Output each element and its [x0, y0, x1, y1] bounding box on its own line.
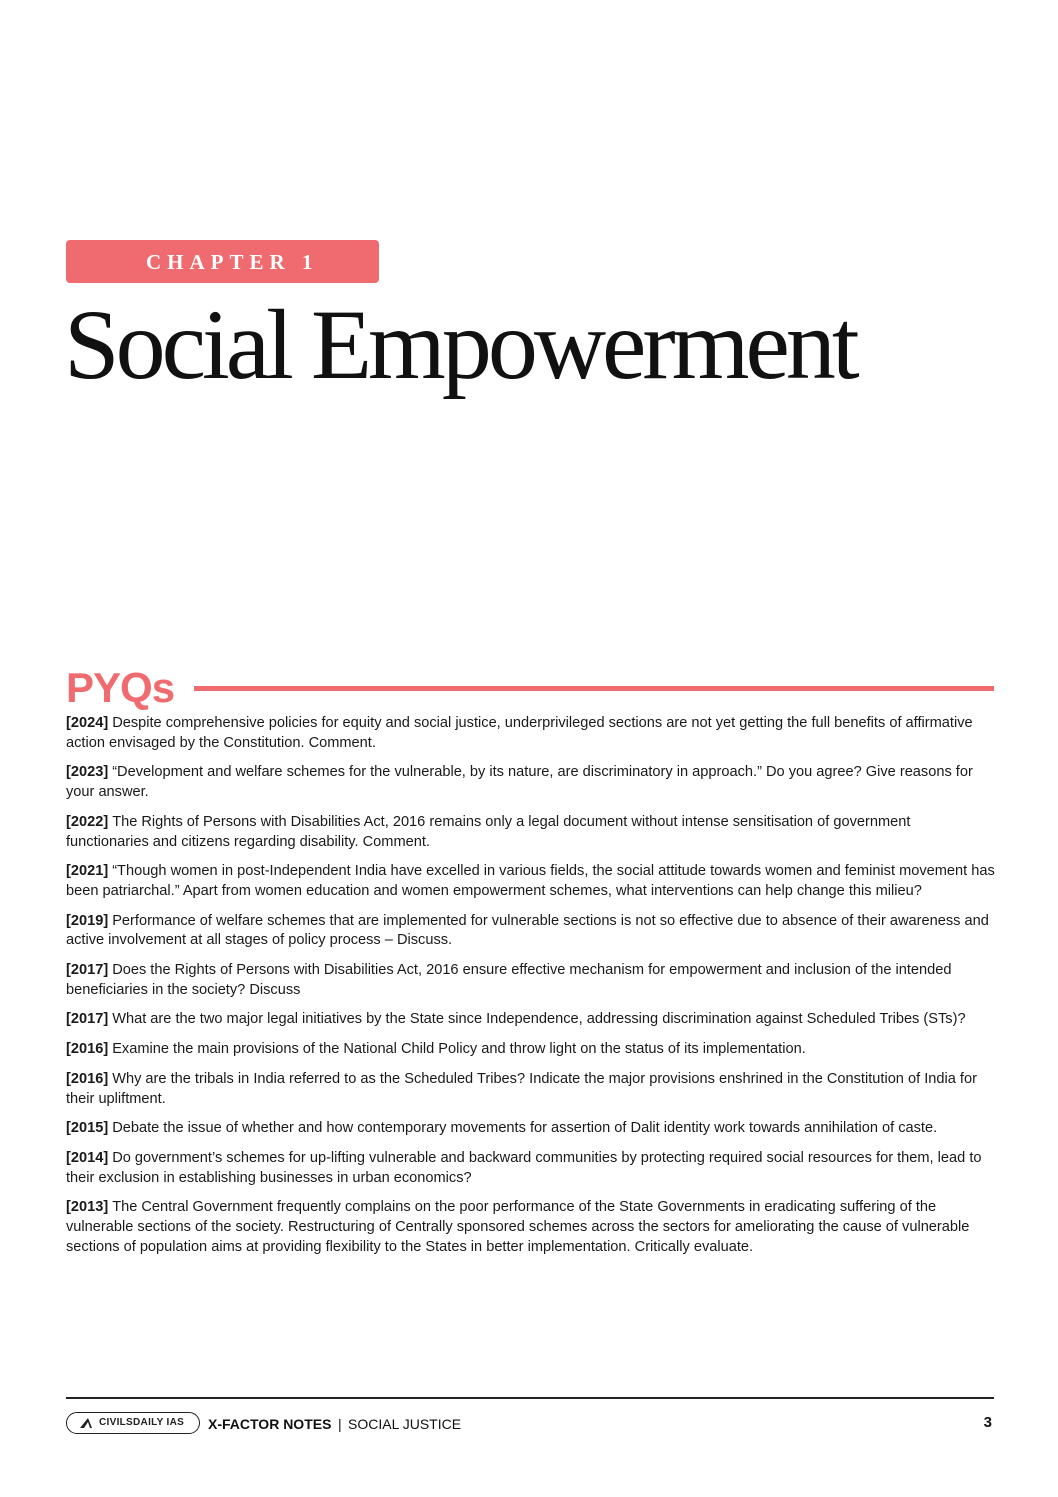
question-year: [2013]: [66, 1199, 109, 1216]
question-list: [66, 714, 996, 1267]
pyq-section-header: [66, 662, 994, 714]
question-year: [2015]: [66, 1120, 109, 1137]
question-item: [66, 1198, 996, 1257]
question-item: [66, 1119, 996, 1139]
question-year: [2019]: [66, 912, 109, 929]
question-text: Do government’s schemes for up-lifting vulnerable and backward communities by protecting required social resources for them, lead to their exclusion in establishing businesses in urban economics?: [66, 1149, 982, 1186]
footer-separator: |: [338, 1416, 342, 1432]
question-year: [2023]: [66, 764, 109, 781]
question-text: Does the Rights of Persons with Disabilities Act, 2016 ensure effective mechanism for empowerment and inclusion of the intended beneficiaries in the society? Discuss: [66, 962, 952, 998]
page-footer: [66, 1412, 994, 1438]
logo-mark-icon: [79, 1416, 93, 1430]
pyq-heading: PYQs: [66, 664, 175, 711]
pyq-divider: [194, 686, 994, 691]
question-text: Why are the tribals in India referred to as the Scheduled Tribes? Indicate the major provisions enshrined in the Constitution of India for their upliftment.: [66, 1070, 977, 1107]
question-text: The Rights of Persons with Disabilities Act, 2016 remains only a legal document without intense sensitisation of government functionaries and citizens regarding disability. Comment.: [66, 813, 911, 850]
question-item: [66, 1040, 996, 1060]
question-item: [66, 1010, 996, 1030]
question-year: [2017]: [66, 962, 109, 979]
question-year: [2024]: [66, 715, 109, 731]
question-year: [2017]: [66, 1011, 109, 1028]
question-item: [66, 813, 996, 852]
question-item: [66, 763, 996, 802]
chapter-label: CHAPTER 1: [146, 250, 319, 274]
question-text: Debate the issue of whether and how contemporary movements for assertion of Dalit identity work towards annihilation of caste.: [112, 1120, 938, 1137]
question-year: [2022]: [66, 813, 109, 830]
question-year: [2021]: [66, 863, 109, 880]
question-text: Examine the main provisions of the National Child Policy and throw light on the status of its implementation.: [112, 1041, 806, 1058]
question-item: [66, 912, 996, 951]
question-item: [66, 714, 996, 753]
footer-series-title: X-FACTOR NOTES: [208, 1416, 332, 1432]
civilsdaily-logo: [66, 1412, 200, 1434]
question-text: Performance of welfare schemes that are implemented for vulnerable sections is not so effective due to absence of their awareness and active involvement at all stages of policy process – Discuss.: [66, 912, 989, 949]
question-text: “Development and welfare schemes for the vulnerable, by its nature, are discriminatory in approach.” Do you agree? Give reasons for your answer.: [66, 764, 973, 801]
question-year: [2014]: [66, 1149, 109, 1166]
footer-divider: [66, 1397, 994, 1399]
footer-subject: SOCIAL JUSTICE: [348, 1416, 462, 1432]
question-text: What are the two major legal initiatives by the State since Independence, addressing discrimination against Scheduled Tribes (STs)?: [112, 1011, 966, 1028]
question-item: [66, 1070, 996, 1109]
chapter-badge: [66, 240, 379, 283]
logo-text: CIVILSDAILY IAS: [99, 1417, 185, 1428]
question-text: “Though women in post-Independent India have excelled in various fields, the social attitude towards women and feminist movement has been patriarchal.” Apart from women education and women empowerment schemes, what interventions can help change this milieu?: [66, 863, 995, 899]
question-text: Despite comprehensive policies for equity and social justice, underprivileged sections are not yet getting the full benefits of affirmative action envisaged by the Constitution. Comment.: [66, 715, 973, 751]
question-year: [2016]: [66, 1070, 109, 1087]
question-year: [2016]: [66, 1041, 109, 1058]
question-item: [66, 862, 996, 901]
question-text: The Central Government frequently complains on the poor performance of the State Governments in eradicating suffering of the vulnerable sections of the society. Restructuring of Centrally sponsored schemes across the sectors for ameliorating the cause of vulnerable sections of population aims at providing flexibility to the States in better implementation. Critically evaluate.: [66, 1199, 970, 1255]
page-number: 3: [983, 1414, 992, 1431]
question-item: [66, 961, 996, 1000]
question-item: [66, 1149, 996, 1188]
chapter-title: Social Empowerment: [64, 289, 856, 400]
